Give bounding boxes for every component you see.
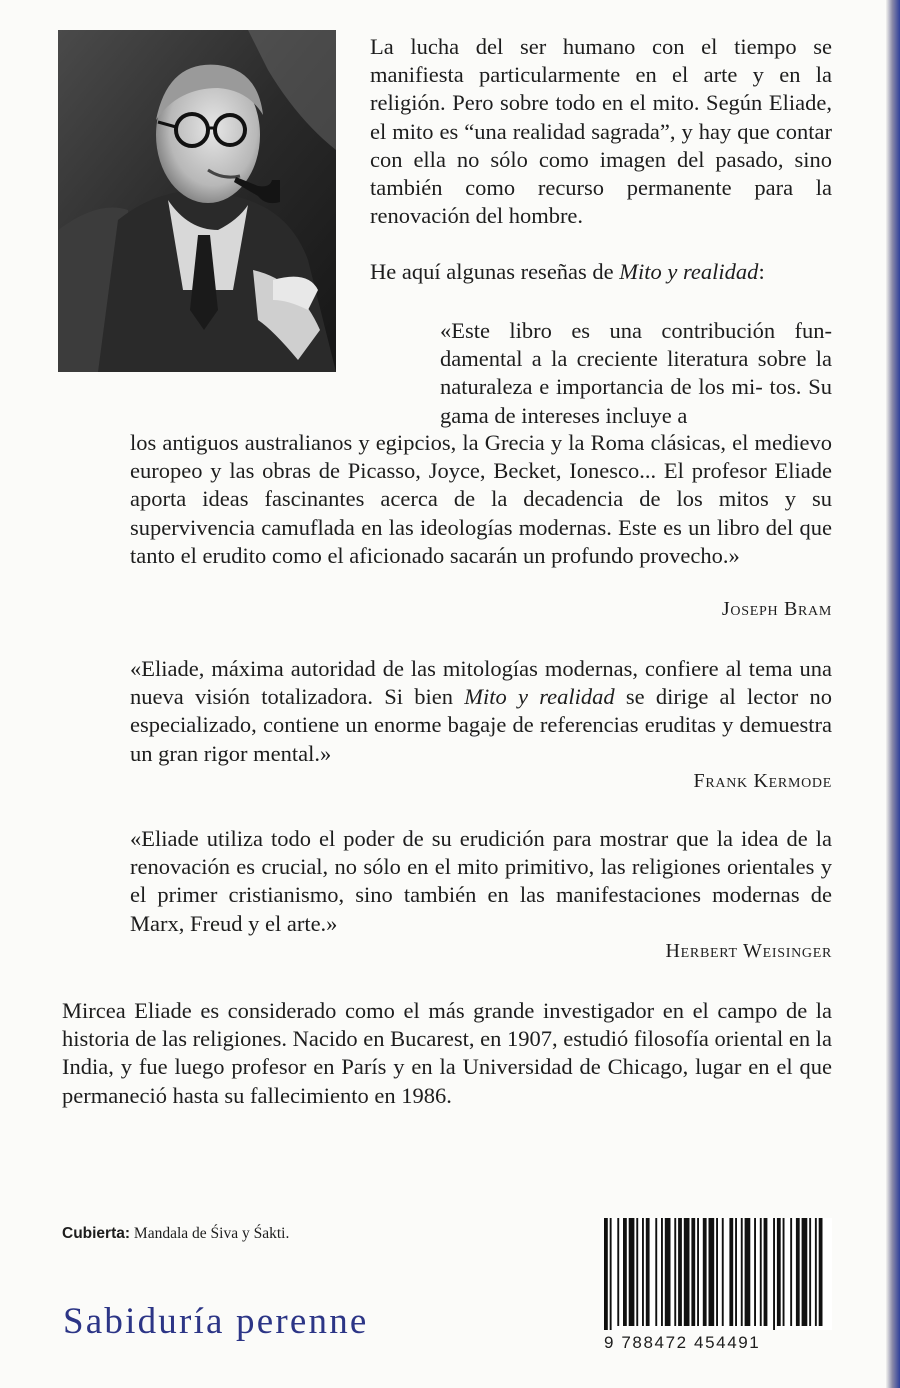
lead-book-title: Mito y realidad bbox=[619, 259, 759, 284]
review-1-author: Joseph Bram bbox=[721, 598, 832, 620]
barcode bbox=[600, 1218, 832, 1330]
review-3: «Eliade utiliza todo el poder de su erudición para mostrar que la idea de la renovación es crucial, no sólo en el mito primitivo, las religiones orientales y el primer cristianismo, sino también en las manifestaciones modernas de Marx, Freud y el arte.» bbox=[130, 826, 832, 936]
intro-paragraph bbox=[370, 33, 832, 230]
review-1-part-2: los antiguos australianos y egipcios, la Grecia y la Roma clásicas, el medievo europeo y las obras de Picasso, Joyce, Becket, Ionesco... El profesor Eliade aporta ideas fascinantes acerca de la decadencia de los mitos y su supervivencia camuflada en las ideologías modernas. Este es un libro del que tanto el erudito como el aficionado sacarán un profundo provecho.» bbox=[130, 430, 832, 568]
review-2-book-title: Mito y realidad bbox=[464, 684, 615, 710]
spine-edge bbox=[886, 0, 900, 1388]
cover-value: Mandala de Śiva y Śakti. bbox=[133, 1225, 290, 1242]
series-name: Sabiduría perenne bbox=[63, 1301, 369, 1342]
review-2-text-start: «Eliade, máxima autoridad de las mitologías modernas, confiere al tema una nueva visión totalizadora. Si bien bbox=[130, 656, 832, 710]
review-1-part-1: «Este libro es una contribución fun- damental a la creciente literatura sobre la naturaleza e importancia de los mi- tos. Su gama de intereses incluye a bbox=[440, 318, 832, 428]
author-bio: Mircea Eliade es considerado como el más grande investigador en el campo de la historia de las religiones. Nacido en Bucarest, en 1907, estudió filosofía oriental en la India, y fue luego profesor en París y en la Universidad de Chicago, lugar en el que permaneció hasta su fallecimiento en 1986. bbox=[62, 998, 832, 1108]
intro-text: La lucha del ser humano con el tiempo se manifiesta particularmente en el arte y en la religión. Pero sobre todo en el mito. Según Eliade, el mito es “una realidad sagrada”, y hay que contar con ella no sólo como imagen del pasado, sino también como recurso permanente para la renovación del hombre. bbox=[370, 34, 832, 229]
cover-label: Cubierta: bbox=[62, 1225, 131, 1242]
review-3-author: Herbert Weisinger bbox=[665, 940, 832, 962]
lead-text: He aquí algunas reseñas de bbox=[370, 259, 620, 284]
reviews-lead bbox=[370, 258, 832, 286]
author-photo bbox=[58, 30, 336, 372]
isbn-number: 9 788472 454491 bbox=[604, 1333, 761, 1352]
lead-colon: : bbox=[758, 259, 765, 284]
review-2-author: Frank Kermode bbox=[693, 770, 832, 792]
review-2 bbox=[130, 655, 832, 768]
cover-credit bbox=[62, 1225, 289, 1243]
review-2-text-end: se dirige al lector no especializado, contiene un enorme bagaje de referencias eruditas y demuestra un gran rigor mental.» bbox=[130, 684, 832, 766]
